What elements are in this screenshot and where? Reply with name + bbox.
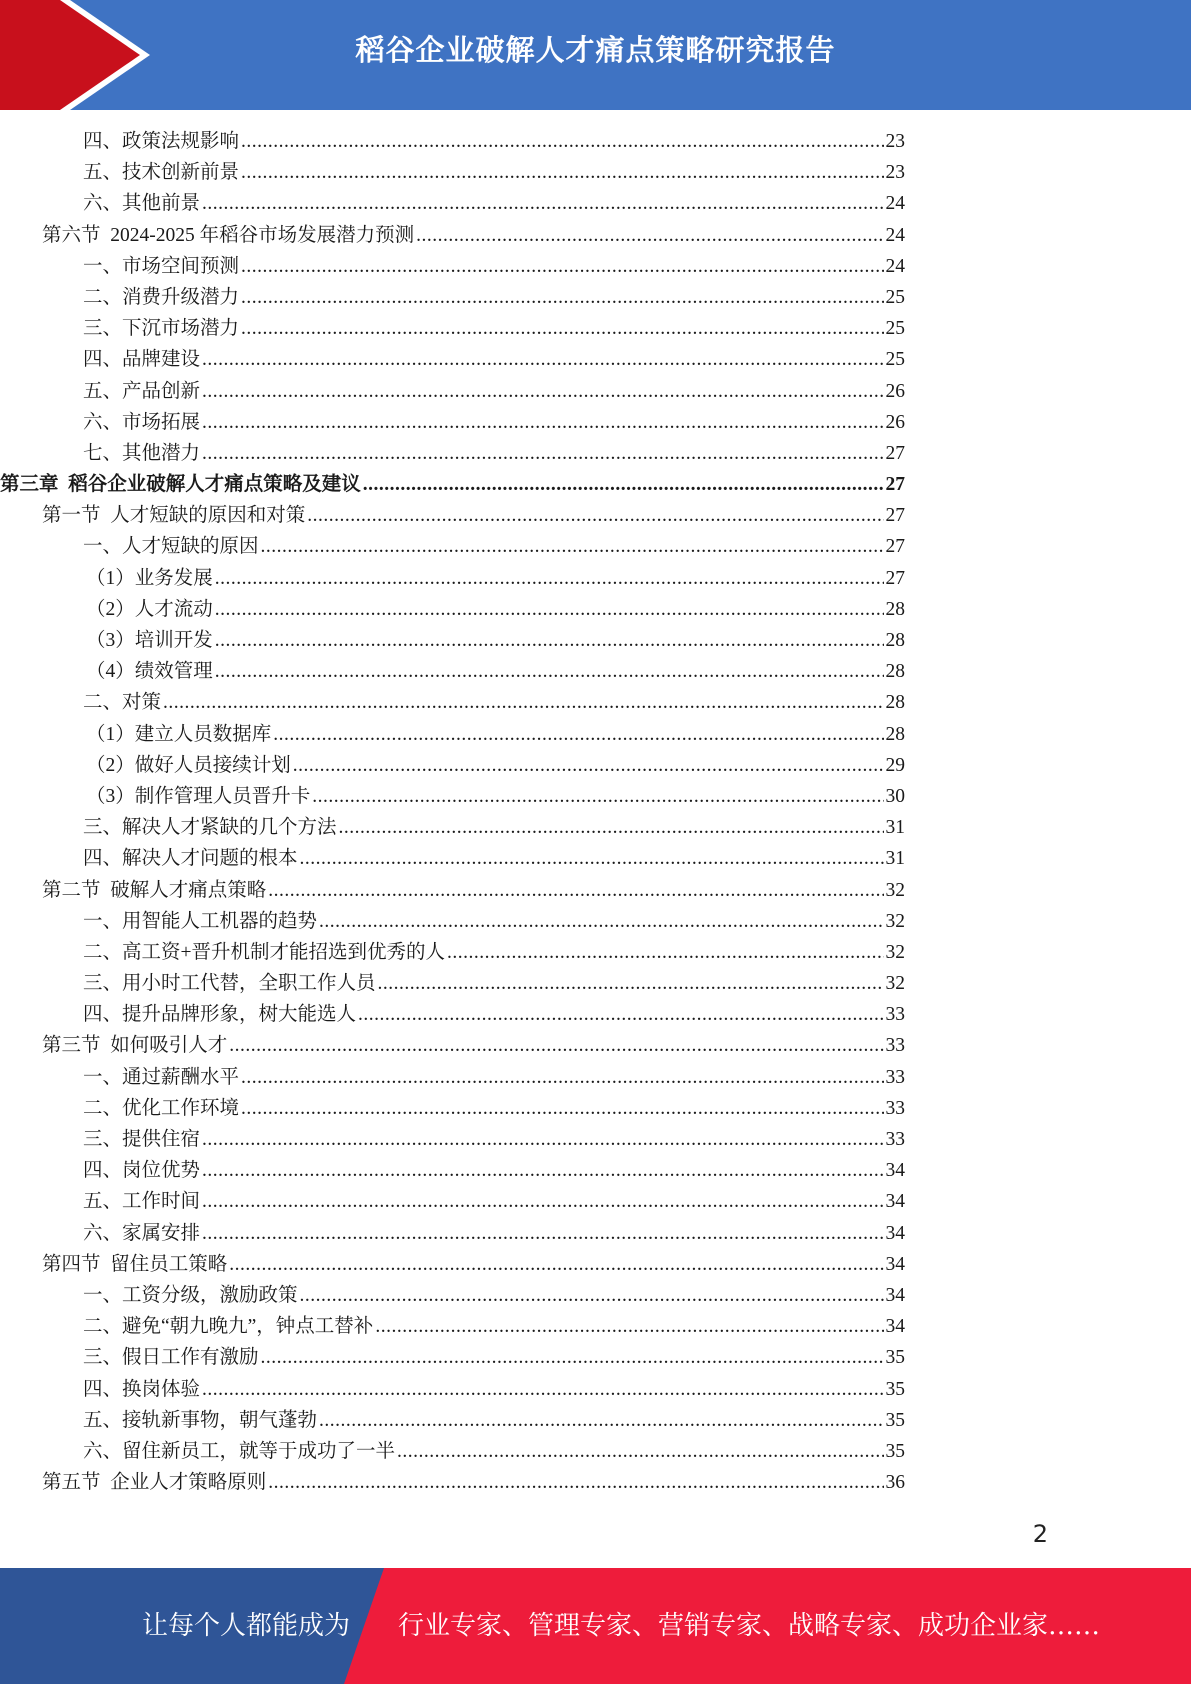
toc-leader-dots — [241, 1093, 883, 1124]
toc-entry-label: 五、技术创新前景 — [83, 162, 240, 184]
toc-entry[interactable] — [83, 1280, 905, 1311]
toc-entry[interactable] — [83, 407, 905, 438]
toc-entry[interactable] — [83, 282, 905, 313]
footer-slogan-right: 行业专家、管理专家、营销专家、战略专家、成功企业家…… — [398, 1611, 1101, 1641]
toc-entry[interactable] — [42, 875, 905, 906]
toc-entry-page: 33 — [885, 1097, 905, 1119]
toc-entry-page: 34 — [885, 1284, 905, 1306]
toc-leader-dots — [215, 594, 884, 625]
toc-entry-label: 五、工作时间 — [83, 1191, 201, 1213]
toc-entry[interactable] — [86, 750, 905, 781]
toc-entry-label: （3）制作管理人员晋升卡 — [86, 785, 311, 807]
toc-leader-dots — [268, 1467, 883, 1498]
toc-entry-page: 35 — [885, 1347, 905, 1369]
toc-entry-page: 26 — [885, 380, 905, 402]
toc-leader-dots — [261, 1342, 884, 1373]
toc-entry-page: 33 — [885, 1004, 905, 1026]
toc-leader-dots — [307, 500, 883, 531]
toc-entry-page: 26 — [885, 411, 905, 433]
toc-entry-label: 一、市场空间预测 — [83, 255, 240, 277]
toc-entry-page: 34 — [885, 1191, 905, 1213]
toc-entry-label: 第一节 人才短缺的原因和对策 — [42, 505, 306, 527]
toc-entry-label: 三、假日工作有激励 — [83, 1347, 259, 1369]
toc-entry-label: 六、家属安排 — [83, 1222, 201, 1244]
toc-leader-dots — [375, 1311, 883, 1342]
toc-entry-page: 34 — [885, 1253, 905, 1275]
toc-entry[interactable] — [86, 594, 905, 625]
toc-entry-page: 24 — [885, 255, 905, 277]
toc-entry-page: 28 — [885, 598, 905, 620]
toc-entry[interactable] — [83, 531, 905, 562]
toc-leader-dots — [319, 1405, 883, 1436]
toc-entry-label: （3）培训开发 — [86, 630, 213, 651]
table-of-contents — [0, 126, 1191, 1498]
toc-leader-dots — [202, 376, 883, 407]
toc-entry-page: 34 — [885, 1222, 905, 1244]
toc-entry-label: 一、人才短缺的原因 — [83, 536, 259, 558]
toc-entry-page: 33 — [885, 1129, 905, 1150]
toc-entry-page: 27 — [885, 567, 905, 589]
toc-entry-label: （2）做好人员接续计划 — [86, 754, 291, 776]
toc-entry[interactable] — [83, 1062, 905, 1093]
toc-entry-page: 24 — [885, 224, 905, 246]
toc-entry[interactable] — [83, 968, 905, 999]
toc-entry[interactable] — [83, 251, 905, 282]
toc-entry[interactable] — [83, 188, 905, 219]
toc-entry-page: 27 — [885, 442, 905, 464]
toc-entry[interactable] — [42, 220, 905, 251]
toc-entry-label: 三、解决人才紧缺的几个方法 — [83, 817, 337, 839]
toc-entry-label: 四、换岗体验 — [83, 1378, 201, 1400]
toc-entry-page: 28 — [885, 723, 905, 745]
toc-entry-page: 25 — [885, 318, 905, 340]
toc-entry-label: 六、市场拓展 — [83, 411, 201, 433]
toc-leader-dots — [202, 407, 883, 438]
toc-entry-page: 32 — [885, 910, 905, 932]
toc-entry-page: 23 — [885, 131, 905, 152]
toc-leader-dots — [339, 812, 884, 843]
toc-leader-dots — [229, 1249, 883, 1280]
toc-entry-label: 二、高工资+晋升机制才能招选到优秀的人 — [83, 941, 445, 963]
toc-leader-dots — [202, 344, 883, 375]
toc-entry-page: 31 — [885, 817, 905, 839]
toc-leader-dots — [215, 656, 884, 687]
toc-leader-dots — [363, 469, 884, 500]
toc-entry-page: 27 — [885, 505, 905, 527]
toc-leader-dots — [319, 906, 883, 937]
toc-leader-dots — [202, 1374, 883, 1405]
toc-entry-label: 五、接轨新事物，朝气蓬勃 — [83, 1409, 318, 1431]
toc-entry-page: 27 — [885, 536, 905, 558]
toc-entry[interactable] — [83, 937, 905, 968]
toc-leader-dots — [202, 1218, 883, 1249]
toc-leader-dots — [416, 220, 883, 251]
toc-leader-dots — [358, 999, 883, 1030]
toc-entry[interactable] — [83, 906, 905, 937]
toc-entry-page: 32 — [885, 973, 905, 995]
toc-leader-dots — [241, 1062, 883, 1093]
toc-entry[interactable] — [86, 781, 905, 812]
toc-entry-page: 33 — [885, 1066, 905, 1088]
toc-entry[interactable] — [83, 313, 905, 344]
page-header — [0, 0, 1191, 110]
toc-entry[interactable] — [83, 1124, 905, 1155]
toc-entry[interactable] — [83, 438, 905, 469]
toc-entry-page: 35 — [885, 1409, 905, 1431]
toc-leader-dots — [241, 157, 883, 188]
page-footer — [0, 1568, 1191, 1684]
toc-entry[interactable] — [83, 812, 905, 843]
toc-entry-page: 32 — [885, 941, 905, 963]
toc-entry[interactable] — [83, 843, 905, 874]
toc-entry-page: 27 — [885, 474, 905, 496]
toc-leader-dots — [241, 313, 883, 344]
toc-leader-dots — [300, 843, 884, 874]
toc-entry-page: 24 — [885, 193, 905, 215]
toc-entry-label: 第四节 留住员工策略 — [42, 1253, 228, 1275]
toc-leader-dots — [397, 1436, 883, 1467]
toc-entry-label: 第三章 稻谷企业破解人才痛点策略及建议 — [0, 474, 361, 496]
toc-entry[interactable] — [83, 1436, 905, 1467]
report-title: 稻谷企业破解人才痛点策略研究报告 — [355, 33, 836, 67]
toc-entry-page: 32 — [885, 879, 905, 901]
toc-leader-dots — [241, 126, 883, 157]
toc-entry[interactable] — [86, 656, 905, 687]
toc-entry-page: 28 — [885, 661, 905, 683]
toc-leader-dots — [447, 937, 884, 968]
toc-entry-page: 23 — [885, 162, 905, 184]
toc-entry[interactable] — [42, 1467, 905, 1498]
toc-entry[interactable] — [86, 563, 905, 594]
toc-entry[interactable] — [83, 157, 905, 188]
toc-leader-dots — [378, 968, 884, 999]
toc-entry-label: 四、解决人才问题的根本 — [83, 848, 298, 870]
toc-entry-page: 33 — [885, 1035, 905, 1057]
toc-entry[interactable] — [83, 1374, 905, 1405]
toc-entry-label: 六、留住新员工，就等于成功了一半 — [83, 1440, 396, 1462]
toc-entry-page: 35 — [885, 1440, 905, 1462]
toc-entry-label: 四、品牌建设 — [83, 349, 201, 371]
toc-leader-dots — [215, 625, 884, 656]
toc-entry-label: （2）人才流动 — [86, 598, 213, 620]
toc-entry-page: 34 — [885, 1316, 905, 1338]
toc-entry-label: 二、优化工作环境 — [83, 1097, 240, 1119]
toc-entry-label: 第六节 2024-2025 年稻谷市场发展潜力预测 — [42, 224, 415, 246]
toc-entry-label: 七、其他潜力 — [83, 442, 201, 464]
toc-leader-dots — [202, 438, 883, 469]
toc-entry[interactable] — [42, 1249, 905, 1280]
toc-leader-dots — [202, 1155, 883, 1186]
toc-entry[interactable] — [83, 1405, 905, 1436]
toc-entry-label: 一、通过薪酬水平 — [83, 1066, 240, 1088]
toc-entry[interactable] — [83, 1218, 905, 1249]
toc-leader-dots — [273, 719, 883, 750]
toc-leader-dots — [215, 563, 884, 594]
toc-entry-label: 四、提升品牌形象，树大能选人 — [83, 1004, 357, 1026]
toc-entry[interactable] — [83, 1093, 905, 1124]
toc-entry-label: 二、避免“朝九晚九”，钟点工替补 — [83, 1316, 374, 1338]
toc-entry-label: 三、提供住宿 — [83, 1129, 201, 1150]
toc-entry[interactable] — [83, 999, 905, 1030]
toc-entry-label: 四、岗位优势 — [83, 1160, 201, 1182]
toc-entry-page: 29 — [885, 754, 905, 776]
toc-entry-label: 第五节 企业人才策略原则 — [42, 1472, 267, 1494]
toc-entry-page: 25 — [885, 349, 905, 371]
toc-leader-dots — [300, 1280, 884, 1311]
toc-leader-dots — [202, 1186, 883, 1217]
toc-entry[interactable] — [83, 687, 905, 718]
toc-entry[interactable] — [83, 1186, 905, 1217]
toc-entry[interactable] — [83, 126, 905, 157]
toc-entry-label: 五、产品创新 — [83, 380, 201, 402]
toc-entry[interactable] — [83, 1155, 905, 1186]
toc-entry-page: 31 — [885, 848, 905, 870]
toc-entry[interactable] — [0, 469, 905, 500]
toc-entry-label: 四、政策法规影响 — [83, 131, 240, 152]
toc-entry[interactable] — [42, 500, 905, 531]
toc-entry-page: 30 — [885, 785, 905, 807]
toc-entry-label: （1）建立人员数据库 — [86, 723, 272, 745]
toc-entry-label: 二、消费升级潜力 — [83, 286, 240, 308]
toc-entry-page: 36 — [885, 1472, 905, 1494]
toc-entry-page: 35 — [885, 1378, 905, 1400]
toc-entry[interactable] — [86, 625, 905, 656]
toc-leader-dots — [261, 531, 884, 562]
toc-entry-label: 二、对策 — [83, 692, 162, 714]
toc-leader-dots — [229, 1030, 883, 1061]
toc-entry-page: 34 — [885, 1160, 905, 1182]
toc-leader-dots — [241, 251, 883, 282]
toc-leader-dots — [241, 282, 883, 313]
toc-entry-page: 28 — [885, 630, 905, 651]
toc-entry[interactable] — [83, 344, 905, 375]
footer-slogan-left: 让每个人都能成为 — [142, 1611, 351, 1641]
toc-entry-label: 第三节 如何吸引人才 — [42, 1035, 228, 1057]
toc-leader-dots — [268, 875, 883, 906]
toc-entry-label: 一、用智能人工机器的趋势 — [83, 910, 318, 932]
toc-entry-label: （4）绩效管理 — [86, 661, 213, 683]
toc-entry-label: （1）业务发展 — [86, 567, 213, 589]
toc-entry-page: 25 — [885, 286, 905, 308]
toc-entry[interactable] — [86, 719, 905, 750]
toc-entry[interactable] — [83, 1342, 905, 1373]
toc-entry-page: 28 — [885, 692, 905, 714]
toc-entry-label: 六、其他前景 — [83, 193, 201, 215]
toc-entry-label: 三、下沉市场潜力 — [83, 318, 240, 340]
toc-entry[interactable] — [83, 376, 905, 407]
toc-entry-label: 一、工资分级，激励政策 — [83, 1284, 298, 1306]
toc-entry[interactable] — [42, 1030, 905, 1061]
toc-leader-dots — [293, 750, 884, 781]
toc-entry-label: 第二节 破解人才痛点策略 — [42, 879, 267, 901]
toc-leader-dots — [202, 1124, 883, 1155]
toc-leader-dots — [163, 687, 883, 718]
toc-leader-dots — [202, 188, 883, 219]
toc-entry-label: 三、用小时工代替，全职工作人员 — [83, 973, 376, 995]
page-number: 2 — [1032, 1520, 1048, 1548]
toc-leader-dots — [312, 781, 883, 812]
toc-entry[interactable] — [83, 1311, 905, 1342]
